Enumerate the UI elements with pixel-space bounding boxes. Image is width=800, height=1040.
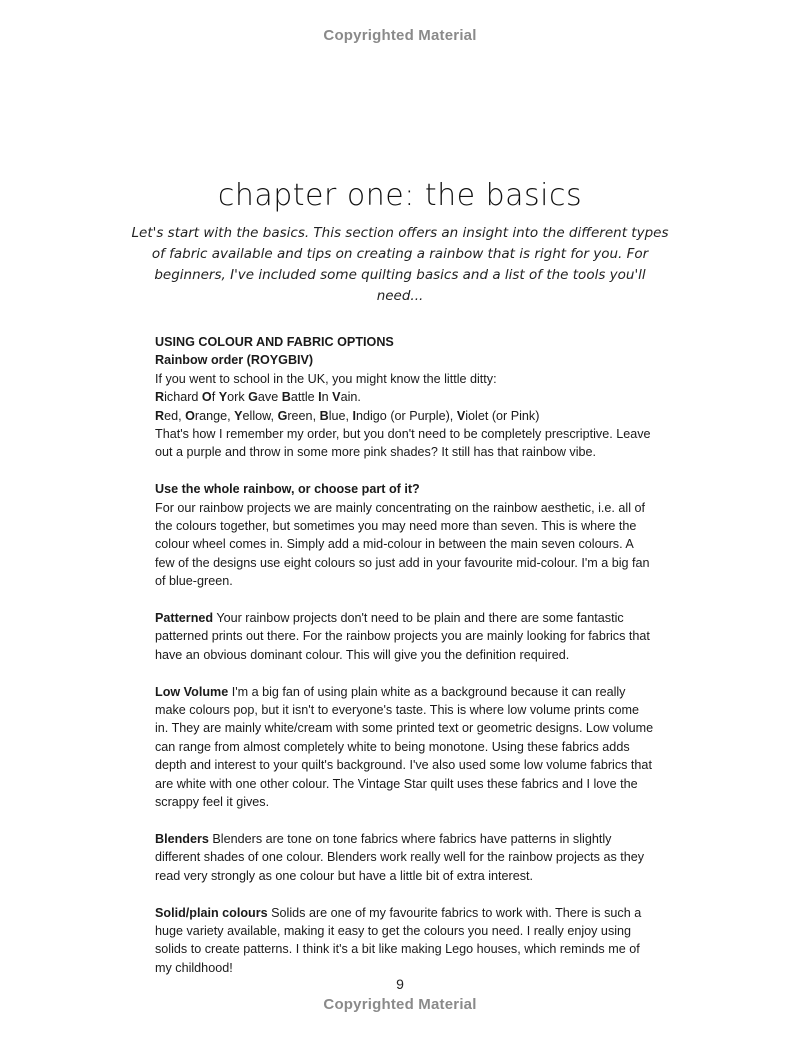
copyright-watermark-top: Copyrighted Material <box>323 27 477 44</box>
rainbow-order-paragraph: That's how I remember my order, but you don't need to be completely prescriptive. Leave out a purple and throw in some more pink shades? It still has that rainbow vibe. <box>155 427 651 460</box>
whole-rainbow-paragraph: For our rainbow projects we are mainly concentrating on the rainbow aesthetic, i.e. all of the colours together, but sometimes you may need more than seven. This is where the colour wheel comes in. Simply add a mid-colour in between the main seven colours. A few of the designs use eight colours so just add in your favourite mid-colour. I'm a big fan of blue-green. <box>155 500 650 589</box>
blenders-paragraph <box>155 830 655 885</box>
colour-word-rest: ed, <box>164 408 186 423</box>
paragraph-gap <box>155 664 655 682</box>
patterned-text: Your rainbow projects don't need to be plain and there are some fantastic patterned prints out there. For the rainbow projects you are mainly looking for fabrics that have an obvious dominant colour. This will give you the definition required. <box>155 611 650 662</box>
colour-word-rest: range, <box>194 408 235 423</box>
colour-word-initial: G <box>277 408 288 423</box>
mnemonic-word-initial: R <box>155 390 165 405</box>
colour-word-initial: R <box>155 408 165 423</box>
mnemonic-word-rest: ave <box>257 390 282 405</box>
mnemonic-line <box>155 388 655 406</box>
colour-word-initial: I <box>352 408 356 423</box>
paragraph-gap <box>155 812 655 830</box>
paragraph-gap <box>155 462 655 480</box>
blenders-text: Blenders are tone on tone fabrics where fabrics have patterns in slightly different shades of one colour. Blenders work really well for the rainbow projects as they read very strongly as one colour but have a little bit of extra interest. <box>155 831 645 883</box>
paragraph-gap <box>155 591 655 609</box>
whole-rainbow-title: Use the whole rainbow, or choose part of it? <box>155 482 420 497</box>
chapter-intro: Let's start with the basics. This section offers an insight into the different types of fabric available and tips on creating a rainbow that is right for you. For beginners, I've included some quilting basics and a list of the tools you'll need... <box>131 225 669 304</box>
colour-word-rest: reen, <box>287 408 320 423</box>
solids-text: Solids are one of my favourite fabrics to work with. There is such a huge variety available, making it easy to get the colours you need. I really enjoy using solids to create patterns. I think it's a bit like making Lego houses, which reminds me of my childhood! <box>155 905 642 975</box>
paragraph-gap <box>155 885 655 903</box>
chapter-body <box>155 333 655 977</box>
colour-word-rest: ellow, <box>242 408 278 423</box>
colour-word-initial: B <box>319 408 329 423</box>
mnemonic-word-initial: B <box>281 390 291 405</box>
solids-paragraph <box>155 904 655 978</box>
colour-word-rest: lue, <box>328 408 353 423</box>
mnemonic-word-rest: ork <box>227 390 249 405</box>
mnemonic-word-initial: I <box>318 390 322 405</box>
mnemonic-word-initial: G <box>248 390 258 405</box>
section-heading: USING COLOUR AND FABRIC OPTIONS <box>155 335 394 349</box>
mnemonic-word-rest: n <box>321 390 333 405</box>
mnemonic-word-rest: ain. <box>340 390 361 405</box>
copyright-watermark-bottom: Copyrighted Material <box>323 996 477 1013</box>
solids-label: Solid/plain colours <box>155 905 268 920</box>
mnemonic-word-rest: attle <box>290 390 319 405</box>
colours-line <box>155 407 655 425</box>
low-volume-paragraph <box>155 683 655 812</box>
mnemonic-word-rest: f <box>211 390 219 405</box>
colour-word-initial: V <box>456 408 466 423</box>
colour-word-rest: ndigo (or Purple), <box>356 408 457 423</box>
rainbow-order-intro-line: If you went to school in the UK, you might know the little ditty: <box>155 371 497 386</box>
colour-word-rest: iolet (or Pink) <box>465 408 540 423</box>
chapter-title: chapter one: the basics <box>217 178 583 213</box>
rainbow-order-title: Rainbow order (ROYGBIV) <box>155 353 314 368</box>
patterned-label: Patterned <box>155 611 214 626</box>
low-volume-label: Low Volume <box>155 684 229 699</box>
colour-word-initial: Y <box>234 408 243 423</box>
patterned-paragraph <box>155 609 655 664</box>
blenders-label: Blenders <box>155 831 209 846</box>
colour-word-initial: O <box>185 408 195 423</box>
mnemonic-word-initial: V <box>332 390 341 405</box>
mnemonic-word-initial: Y <box>218 390 228 405</box>
page-number: 9 <box>396 976 404 992</box>
mnemonic-word-initial: O <box>201 390 212 405</box>
low-volume-text: I'm a big fan of using plain white as a background because it can really make colours pop, but it isn't to everyone's taste. This is where low volume prints come in. They are mainly white/cream with some printed text or geometric designs. Low volume can range from almost completely white to being monotone. Using these fabrics adds depth and interest to your quilt's background. I've also used some low volume fabrics that are white with one other colour. The Vintage Star quilt uses these fabrics and I love the scrappy feel it gives. <box>155 684 654 810</box>
mnemonic-word-rest: ichard <box>164 390 202 405</box>
